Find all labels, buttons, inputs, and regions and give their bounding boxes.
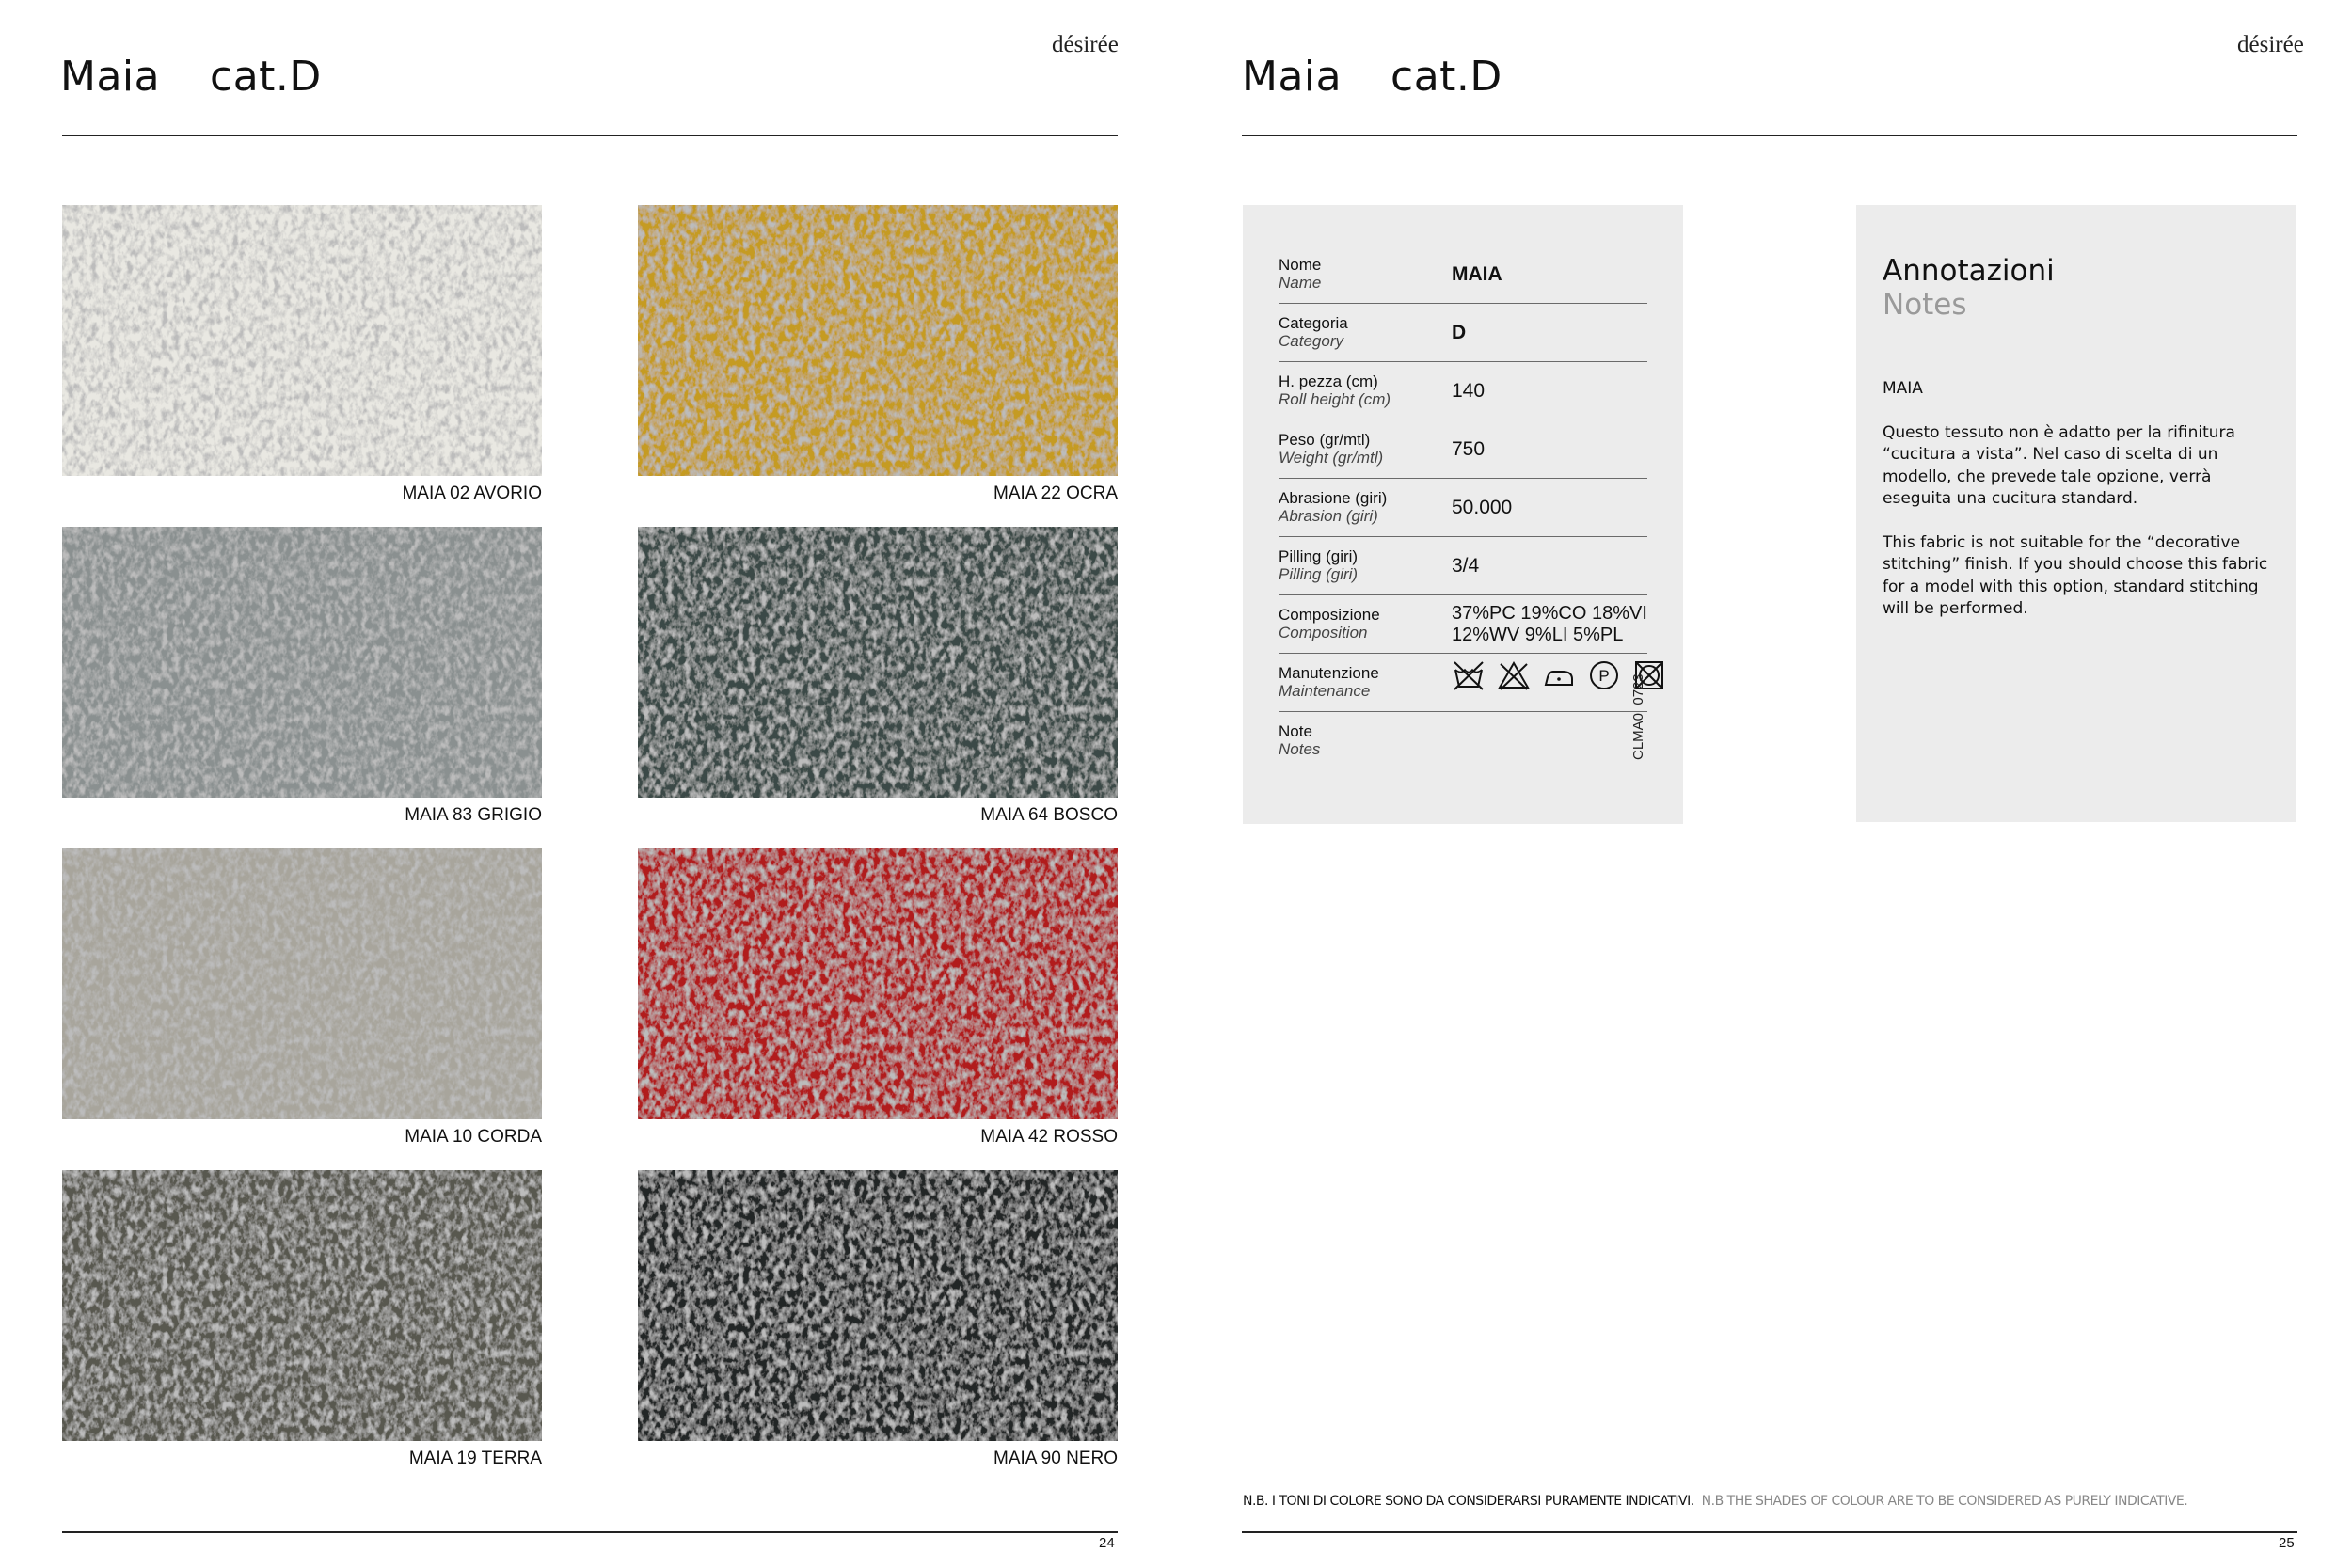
swatch-label: MAIA 19 TERRA — [408, 1449, 542, 1468]
spec-label-en: Maintenance — [1279, 682, 1371, 700]
spec-row-notes — [1279, 711, 1647, 769]
dry-clean-p-icon — [1587, 658, 1621, 692]
spec-row-name — [1279, 245, 1647, 304]
disclaimer-italian: N.B. I TONI DI COLORE SONO DA CONSIDERARSI PURAMENTE INDICATIVI. — [1243, 1494, 1694, 1509]
spec-row-category — [1279, 303, 1647, 362]
spec-panel — [1243, 205, 1683, 824]
spec-label: Abrasione (giri) — [1279, 489, 1388, 507]
spec-row-composition — [1279, 594, 1647, 654]
page-title-category: cat.D — [1391, 53, 1502, 101]
swatch-label: MAIA 22 OCRA — [993, 483, 1118, 503]
spec-value: 3/4 — [1452, 555, 1480, 577]
swatch-label: MAIA 42 ROSSO — [980, 1127, 1118, 1147]
spec-label: Pilling (giri) — [1279, 547, 1359, 565]
spec-label: Note — [1279, 722, 1312, 740]
disclaimer-english: N.B THE SHADES OF COLOUR ARE TO BE CONSIDERED AS PURELY INDICATIVE. — [1701, 1494, 2188, 1509]
spec-value: 50.000 — [1452, 497, 1513, 518]
fabric-swatch — [638, 527, 1118, 798]
spec-row-pilling — [1279, 536, 1647, 595]
spec-value: D — [1452, 322, 1467, 343]
spec-label-en: Name — [1279, 274, 1322, 292]
swatch-label: MAIA 90 NERO — [993, 1449, 1118, 1468]
header-rule — [62, 135, 1118, 136]
page-title-name: Maia — [60, 53, 161, 101]
fabric-swatch — [62, 1170, 542, 1441]
fabric-swatch — [62, 527, 542, 798]
spec-label-en: Roll height (cm) — [1279, 390, 1391, 408]
swatch-label: MAIA 83 GRIGIO — [405, 805, 542, 825]
spec-label-en: Abrasion (giri) — [1279, 507, 1378, 525]
swatch-label: MAIA 10 CORDA — [405, 1127, 542, 1147]
footer-rule — [62, 1531, 1118, 1533]
fabric-swatch — [62, 205, 542, 476]
spec-label-en: Weight (gr/mtl) — [1279, 449, 1384, 467]
fabric-swatch — [638, 848, 1118, 1119]
spec-label-en: Category — [1279, 332, 1343, 350]
spec-label: Nome — [1279, 256, 1322, 274]
spec-value: 12%WV 9%LI 5%PL — [1452, 625, 1624, 645]
no-bleach-icon — [1497, 658, 1531, 692]
notes-italian-text: Questo tessuto non è adatto per la rifinitura “cucitura a vista”. Nel caso di scelta di un modello, che prevede tale opzione, verrà eseguita una cucitura standard. — [1883, 422, 2235, 508]
brand-logo-text: désirée — [1052, 32, 1119, 57]
swatch-label: MAIA 02 AVORIO — [402, 483, 542, 503]
footer-rule — [1242, 1531, 2297, 1533]
notes-body — [1883, 378, 2268, 642]
spec-value: 140 — [1452, 380, 1486, 402]
notes-english-text: This fabric is not suitable for the “decorative stitching” finish. If you should choose this fabric for a model with this option, standard stitching will be performed. — [1883, 532, 2268, 618]
notes-panel — [1856, 205, 2296, 822]
spec-label: Peso (gr/mtl) — [1279, 431, 1371, 449]
spec-label: H. pezza (cm) — [1279, 372, 1378, 390]
spec-value: 37%PC 19%CO 18%VI — [1452, 603, 1647, 624]
spec-label-en: Composition — [1279, 624, 1368, 641]
notes-fabric-name: MAIA — [1883, 379, 1923, 398]
swatch-label: MAIA 64 BOSCO — [980, 805, 1118, 825]
color-disclaimer — [1243, 1494, 2187, 1509]
fabric-swatch — [638, 1170, 1118, 1441]
spec-row-abrasion — [1279, 478, 1647, 537]
page-title-name: Maia — [1242, 53, 1343, 101]
spec-row-maintenance — [1279, 653, 1647, 712]
spec-value: MAIA — [1452, 263, 1502, 285]
notes-subtitle: Notes — [1883, 288, 1967, 322]
no-wash-icon — [1452, 658, 1486, 692]
notes-title: Annotazioni — [1883, 254, 2055, 288]
spec-label-en: Pilling (giri) — [1279, 565, 1359, 583]
spec-label: Composizione — [1279, 606, 1380, 624]
spec-row-roll-height — [1279, 361, 1647, 420]
spec-label: Categoria — [1279, 314, 1348, 332]
fabric-swatch — [62, 848, 542, 1119]
page-number: 25 — [2279, 1535, 2295, 1551]
fabric-swatch — [638, 205, 1118, 476]
header-rule — [1242, 135, 2297, 136]
spec-label: Manutenzione — [1279, 664, 1379, 682]
brand-logo-text: désirée — [2237, 32, 2304, 57]
spec-value: 750 — [1452, 438, 1486, 460]
spec-row-weight — [1279, 420, 1647, 479]
page-title-category: cat.D — [210, 53, 322, 101]
page-number: 24 — [1099, 1535, 1115, 1551]
fabric-code: CLMA0_0723 — [1630, 673, 1646, 760]
right-page — [1176, 0, 2352, 1568]
iron-low-icon — [1542, 658, 1576, 692]
spec-label-en: Notes — [1279, 740, 1321, 758]
svg-text:P: P — [1598, 667, 1610, 685]
